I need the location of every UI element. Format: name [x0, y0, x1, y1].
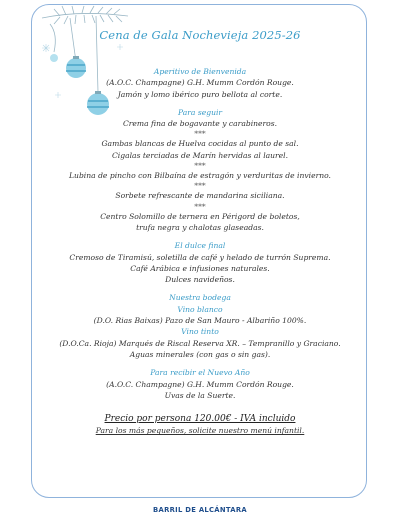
menu-line: Lubina de pincho con Bilbaína de estragón y verduritas de invierno.: [69, 171, 331, 181]
separator: ***: [194, 129, 206, 139]
separator: ***: [194, 181, 206, 191]
separator: ***: [194, 201, 206, 211]
menu-line: Café Arábica e infusiones naturales.: [130, 263, 270, 273]
menu-line: Crema fina de bogavante y carabineros.: [122, 119, 278, 129]
menu-line: Cremoso de Tiramisú, soletilla de café y helado de turrón Suprema.: [69, 252, 331, 262]
menu-line: (D.O.Ca. Rioja) Marqués de Riscal Reserva XR. – Tempranillo y Graciano.: [59, 338, 341, 348]
kids-menu-note: Para los más pequeños, solicite nuestro menú infantil.: [95, 426, 305, 436]
subheading-vino-tinto: Vino tinto: [181, 327, 219, 337]
section-heading-nuevo-ano: Para recibir el Nuevo Año: [150, 368, 250, 378]
menu-title: Cena de Gala Nochevieja 2025-26: [99, 28, 301, 42]
menu-line: Centro Solomillo de ternera en Périgord de boletos,: [100, 211, 300, 221]
menu-line: Aguas minerales (con gas o sin gas).: [129, 349, 271, 359]
section-heading-aperitivo: Aperitivo de Bienvenida: [153, 67, 247, 76]
menu-line: (D.O. Rias Baixas) Pazo de San Mauro - Albariño 100%.: [93, 316, 307, 326]
menu-line: Cigalas terciadas de Marín hervidas al laurel.: [111, 150, 289, 160]
price-line: Precio por persona 120.00€ - IVA incluido: [104, 414, 296, 425]
menu-line: Sorbete refrescante de mandarina siciliana.: [115, 191, 285, 201]
section-heading-para-seguir: Para seguir: [177, 107, 223, 117]
separator: ***: [194, 161, 206, 171]
section-heading-bodega: Nuestra bodega: [169, 293, 231, 303]
footer-restaurant-name: BARRIL DE ALCÁNTARA: [153, 506, 247, 514]
menu-line: trufa negra y chalotas glaseadas.: [136, 222, 264, 232]
menu-line: (A.O.C. Champagne) G.H. Mumm Cordón Rouge.: [106, 379, 294, 389]
menu-line: Uvas de la Suerte.: [164, 390, 236, 400]
menu-line: (A.O.C. Champagne) G.H. Mumm Cordón Rouge.: [106, 78, 294, 88]
menu-line: Dulces navideños.: [165, 275, 235, 285]
subheading-vino-blanco: Vino blanco: [177, 304, 223, 314]
menu-content: [40, 66, 360, 436]
menu-line: Gambas blancas de Huelva cocidas al punto de sal.: [101, 139, 299, 149]
section-heading-dulce: El dulce final: [174, 241, 226, 251]
menu-line: Jamón y lomo ibérico puro bellota al corte.: [117, 89, 283, 99]
